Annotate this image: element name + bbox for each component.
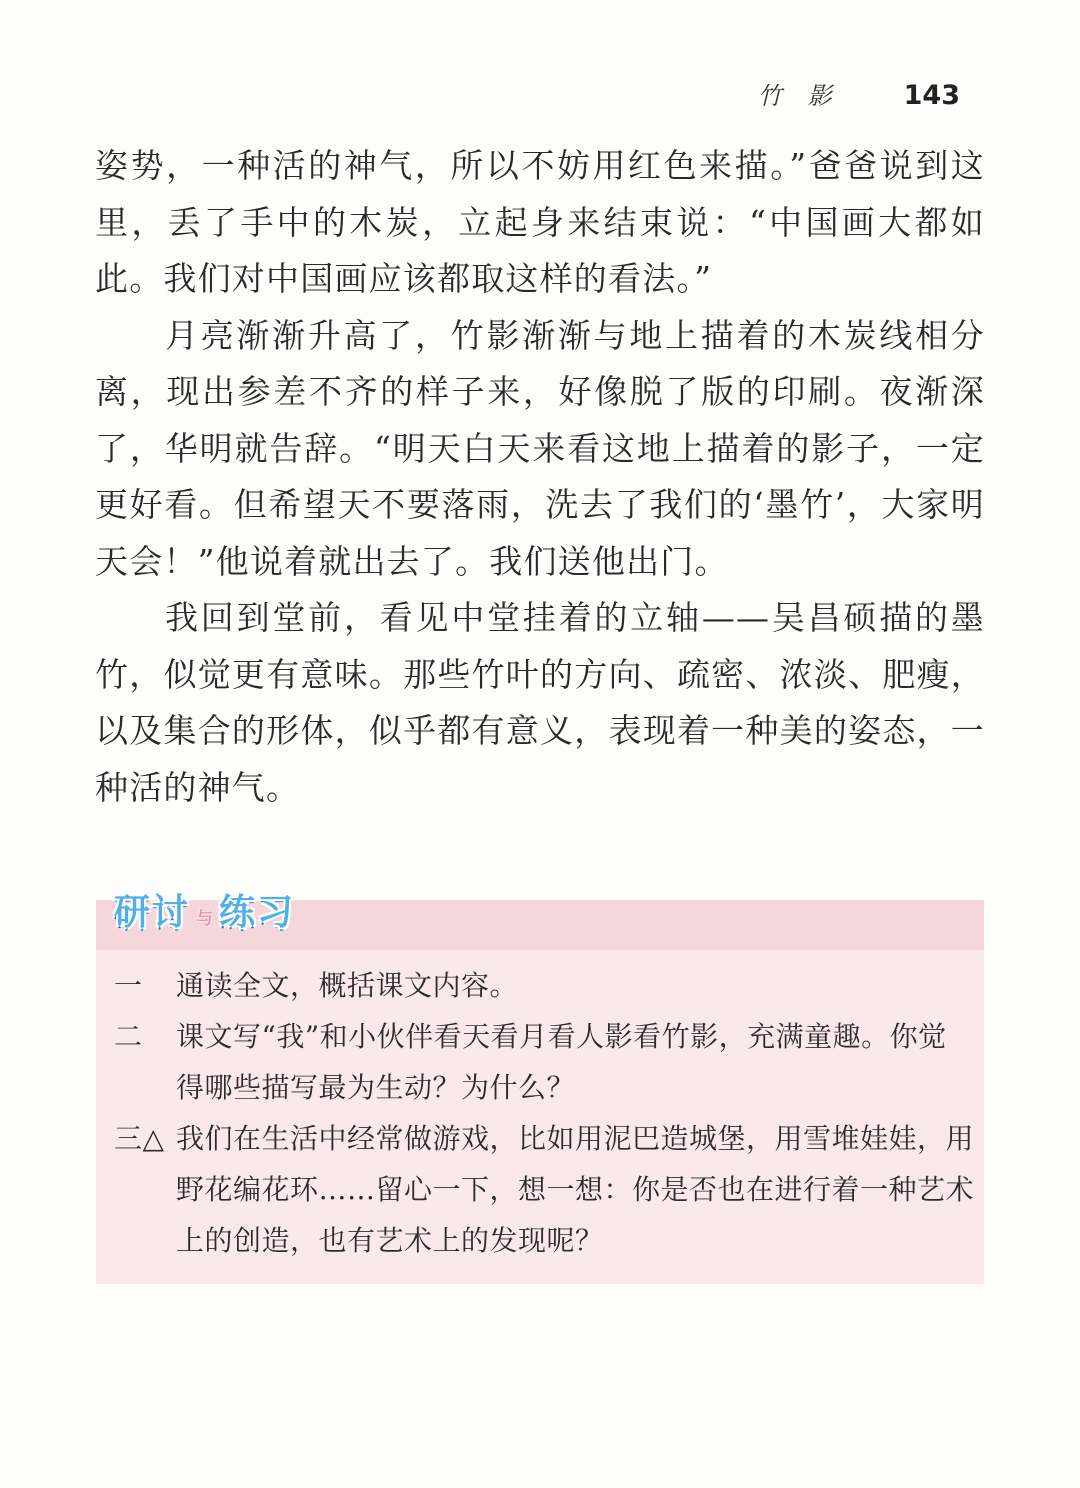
exercise-item [114, 1011, 974, 1113]
exercise-text: 通读全文，概括课文内容。 [176, 969, 519, 1002]
body-text [95, 138, 985, 816]
paragraph-2: 月亮渐渐升高了，竹影渐渐与地上描着的木炭线相分离，现出参差不齐的样子来，好像脱了版的印刷。夜渐深了，华明就告辞。“明天白天来看这地上描着的影子，一定更好看。但希望天不要落雨，洗去了我们的‘墨竹’，大家明天会！”他说着就出去了。我们送他出门。 [95, 315, 985, 581]
paragraph-1: 姿势，一种活的神气，所以不妨用红色来描。”爸爸说到这里，丢了手中的木炭，立起身来结束说：“中国画大都如此。我们对中国画应该都取这样的看法。” [95, 146, 985, 298]
exercise-number: 二 [114, 1020, 143, 1053]
exercise-item [114, 960, 974, 1011]
exercise-heading-connector: 与 [196, 909, 214, 929]
exercise-text: 我们在生活中经常做游戏，比如用泥巴造城堡，用雪堆娃娃，用野花编花环……留心一下，想一想：你是否也在进行着一种艺术上的创造，也有艺术上的发现呢？ [176, 1122, 975, 1257]
exercise-heading [114, 884, 295, 935]
exercise-box [96, 892, 984, 1284]
page-header [758, 76, 960, 111]
exercise-list [114, 960, 974, 1266]
page-number: 143 [903, 80, 960, 111]
paragraph-3: 我回到堂前，看见中堂挂着的立轴——吴昌硕描的墨竹，似觉更有意味。那些竹叶的方向、疏密、浓淡、肥瘦，以及集合的形体，似乎都有意义，表现着一种美的姿态，一种活的神气。 [95, 598, 985, 807]
section-title: 竹影 [757, 82, 858, 110]
exercise-number: 三△ [114, 1122, 165, 1155]
exercise-heading-part1: 研讨 [114, 892, 191, 933]
exercise-number: 一 [114, 969, 143, 1002]
exercise-item [114, 1113, 974, 1266]
exercise-text: 课文写“我”和小伙伴看天看月看人影看竹影，充满童趣。你觉得哪些描写最为生动？为什么？ [176, 1020, 947, 1104]
exercise-heading-part2: 练习 [219, 892, 296, 933]
